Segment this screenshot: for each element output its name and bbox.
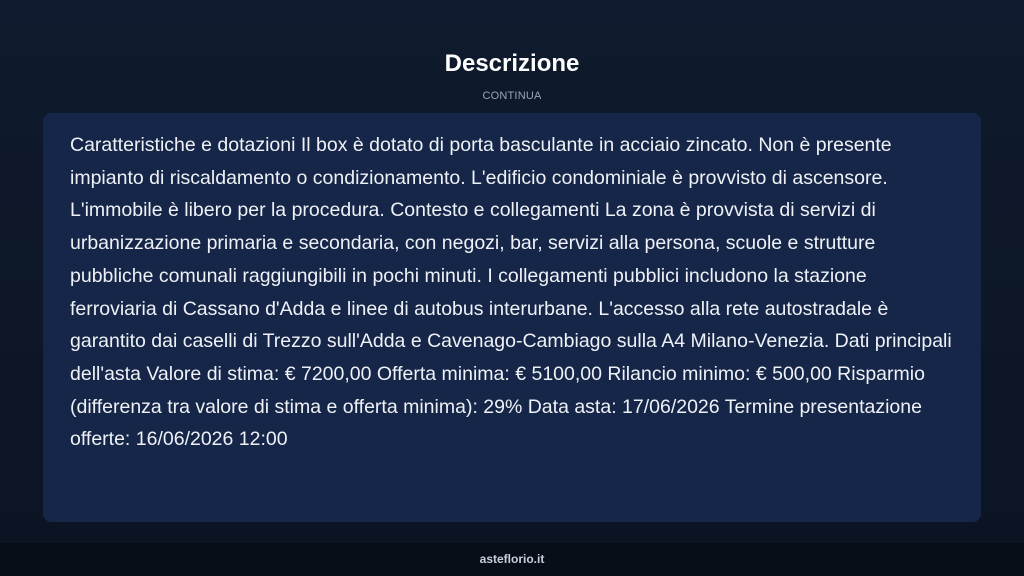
page-header [0,48,1024,103]
footer-site-name: asteflorio.it [479,552,545,566]
footer-bar [0,543,1024,576]
page-subtitle: CONTINUA [482,90,542,102]
page-title: Descrizione [444,50,580,77]
description-card [43,113,981,522]
description-text: Caratteristiche e dotazioni Il box è dotato di porta basculante in acciaio zincato. Non è presente impianto di riscaldamento o condizionamento. L'edificio condominiale è provvisto di ascensore. L'immobile è libero per la procedura. Contesto e collegamenti La zona è provvista di servizi di urbanizzazione primaria e secondaria, con negozi, bar, servizi alla persona, scuole e strutture pubbliche comunali raggiungibili in pochi minuti. I collegamenti pubblici includono la stazione ferroviaria di Cassano d'Adda e linee di autobus interurbane. L'accesso alla rete autostradale è garantito dai caselli di Trezzo sull'Adda e Cavenago-Cambiago sulla A4 Milano-Venezia. Dati principali dell'asta Valore di stima: € 7200,00 Offerta minima: € 5100,00 Rilancio minimo: € 500,00 Risparmio (differenza tra valore di stima e offerta minima): 29% Data asta: 17/06/2026 Termine presentazione offerte: 16/06/2026 12:00 [70,134,952,451]
